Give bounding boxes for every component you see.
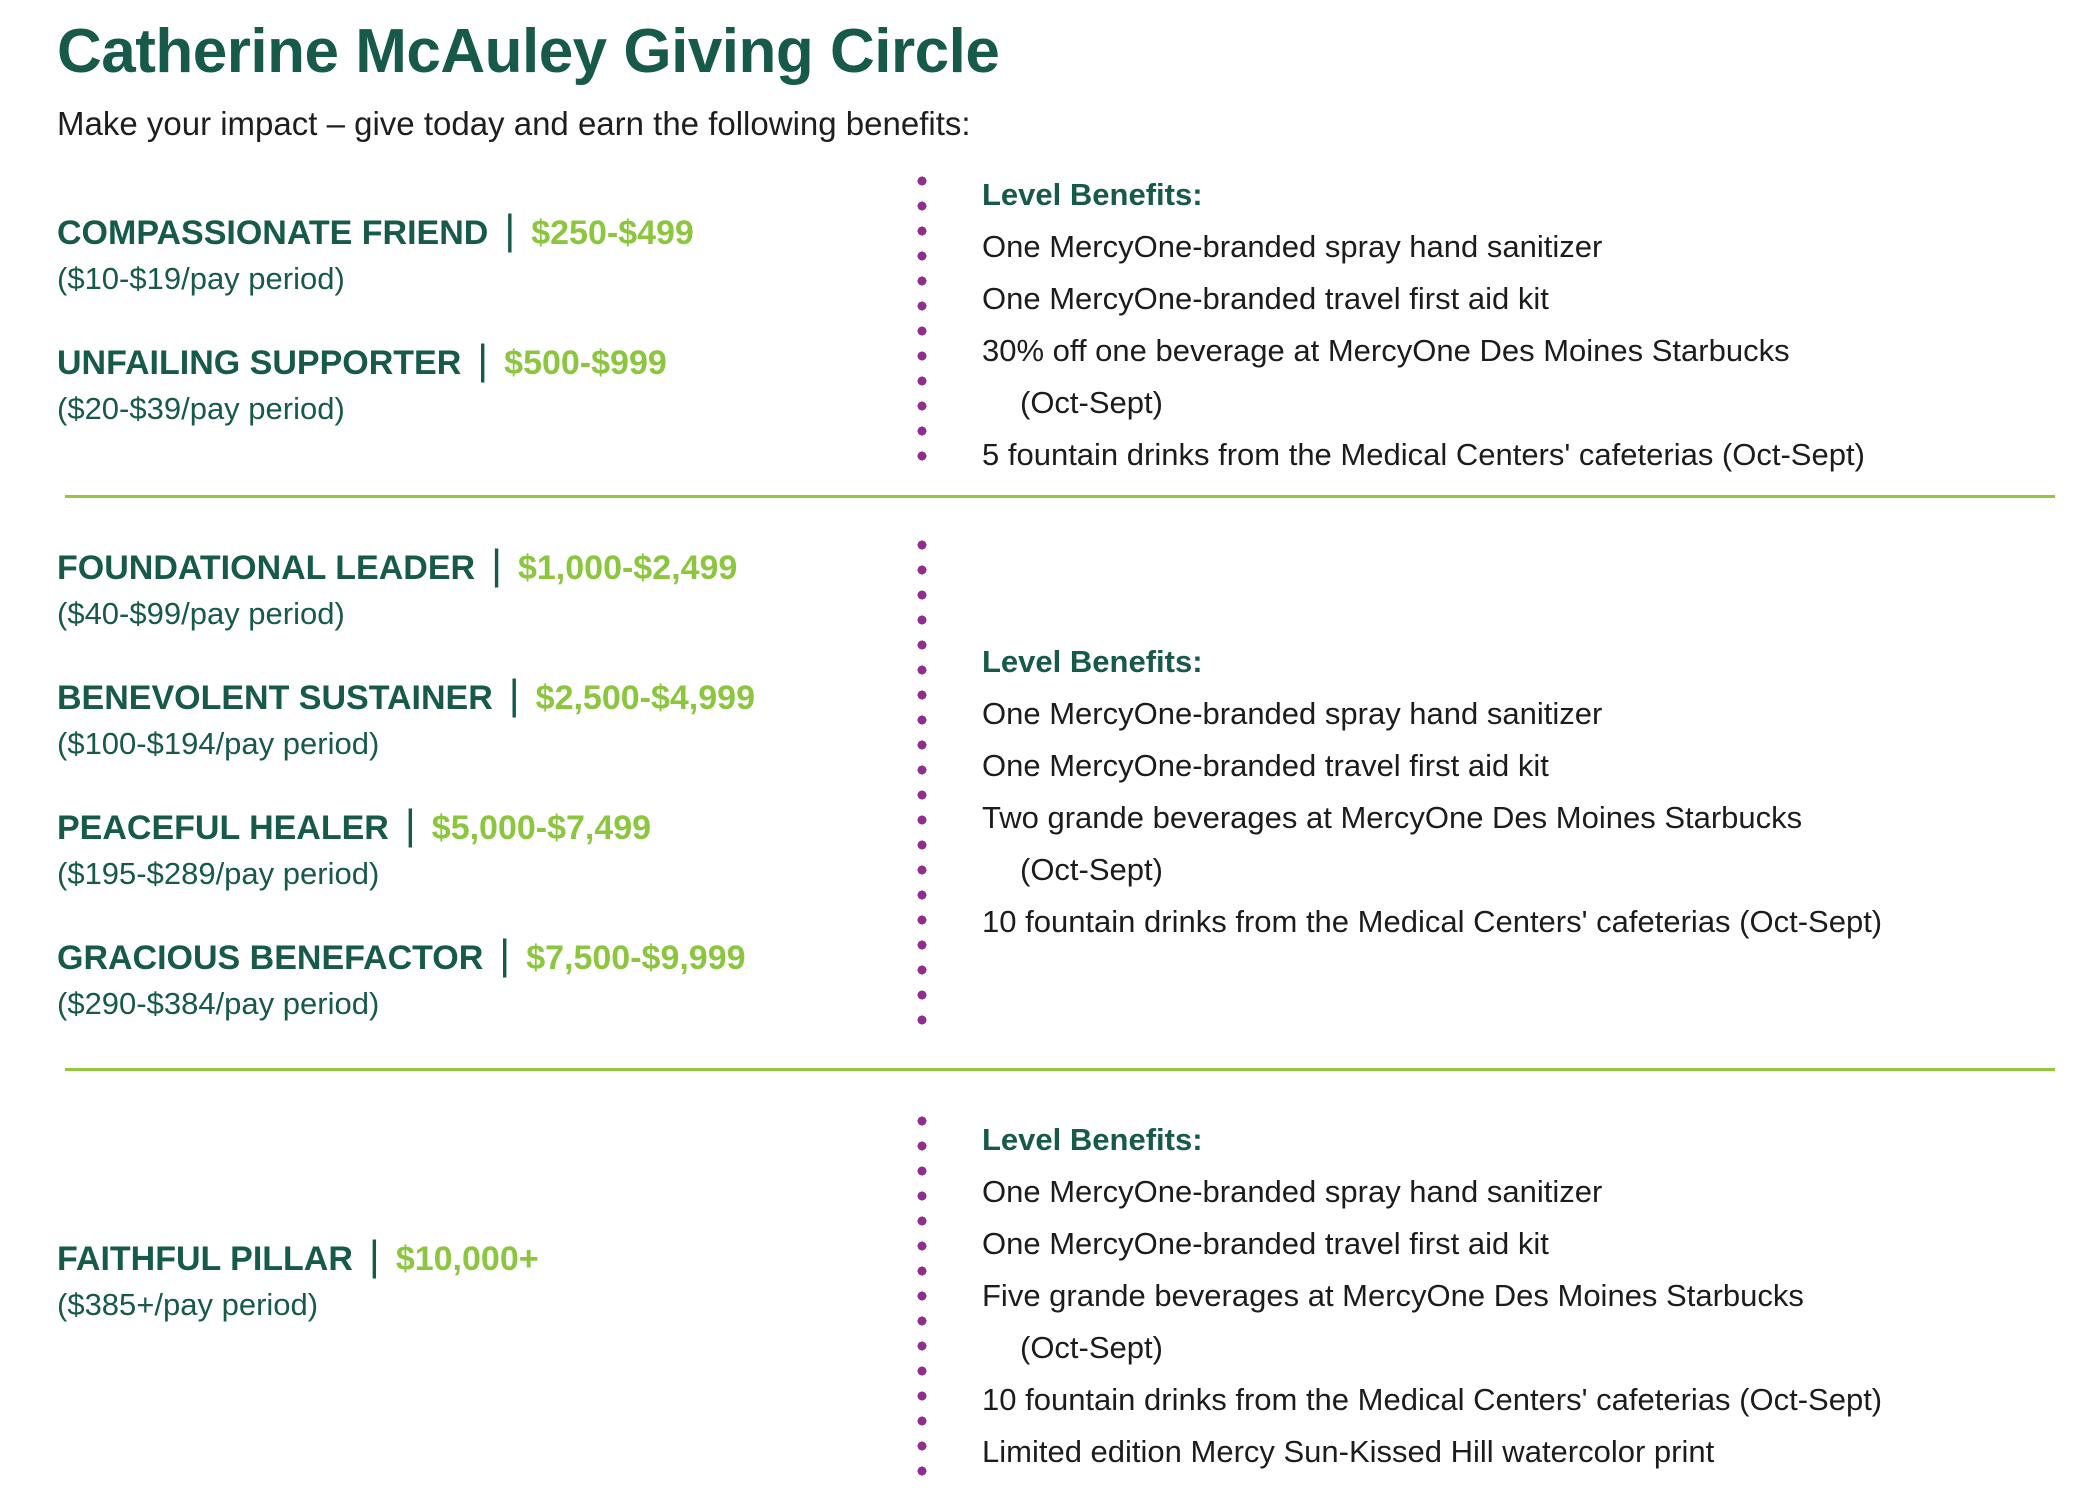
level-row	[57, 541, 917, 632]
levels-column	[57, 498, 917, 1068]
level-name: GRACIOUS BENEFACTOR	[57, 939, 484, 977]
level-name: BENEVOLENT SUSTAINER	[57, 679, 493, 717]
pay-period: ($10-$19/pay period)	[57, 261, 345, 296]
pipe-separator: |	[368, 1232, 380, 1279]
pipe-separator: |	[504, 206, 516, 253]
level-name: FAITHFUL PILLAR	[57, 1240, 353, 1278]
pay-period: ($20-$39/pay period)	[57, 391, 345, 426]
level-row	[57, 671, 917, 762]
benefits-heading: Level Benefits:	[982, 644, 1203, 679]
benefit-item: Two grande beverages at MercyOne Des Moines Starbucks	[982, 800, 1803, 835]
level-amount: $250-$499	[531, 214, 694, 252]
level-name: PEACEFUL HEALER	[57, 809, 389, 847]
level-name: FOUNDATIONAL LEADER	[57, 549, 476, 587]
benefit-item: Limited edition Mercy Sun-Kissed Hill watercolor print	[982, 1434, 1715, 1469]
benefit-item: One MercyOne-branded travel first aid kit	[982, 281, 1549, 316]
benefit-item-continuation: (Oct-Sept)	[1020, 385, 1163, 420]
level-amount: $500-$999	[504, 344, 667, 382]
benefits-heading: Level Benefits:	[982, 1122, 1203, 1157]
level-amount: $10,000+	[395, 1240, 539, 1278]
benefit-item: 10 fountain drinks from the Medical Centers' cafeterias (Oct-Sept)	[982, 1382, 1883, 1417]
tier-section-3	[57, 1071, 2100, 1485]
level-name: UNFAILING SUPPORTER	[57, 344, 462, 382]
levels-column	[57, 143, 917, 495]
level-amount: $1,000-$2,499	[517, 549, 738, 587]
dotted-divider	[917, 176, 927, 473]
benefit-item: One MercyOne-branded spray hand sanitizer	[982, 229, 1603, 264]
benefit-item: One MercyOne-branded spray hand sanitizer	[982, 1174, 1603, 1209]
dotted-divider	[917, 1116, 927, 1477]
level-row	[57, 206, 917, 297]
benefit-item-continuation: (Oct-Sept)	[1020, 852, 1163, 887]
level-row	[57, 336, 917, 427]
tier-section-2	[57, 498, 2100, 1068]
pay-period: ($290-$384/pay period)	[57, 986, 380, 1021]
level-row	[57, 801, 917, 892]
benefit-item: One MercyOne-branded travel first aid kit	[982, 1226, 1549, 1261]
level-row	[57, 1232, 917, 1323]
pay-period: ($195-$289/pay period)	[57, 856, 380, 891]
benefits-column	[982, 1071, 2100, 1485]
pay-period: ($40-$99/pay period)	[57, 596, 345, 631]
levels-column	[57, 1071, 917, 1485]
benefit-item: 10 fountain drinks from the Medical Centers' cafeterias (Oct-Sept)	[982, 904, 1883, 939]
pipe-separator: |	[404, 801, 416, 848]
benefit-item: 5 fountain drinks from the Medical Centers' cafeterias (Oct-Sept)	[982, 437, 1865, 472]
tier-section-1	[57, 143, 2100, 495]
benefits-column	[982, 498, 2100, 1068]
level-row	[57, 931, 917, 1022]
page-title: Catherine McAuley Giving Circle	[57, 17, 1000, 86]
level-amount: $7,500-$9,999	[526, 939, 746, 977]
level-name: COMPASSIONATE FRIEND	[57, 214, 489, 252]
pay-period: ($385+/pay period)	[57, 1287, 319, 1322]
benefit-item: 30% off one beverage at MercyOne Des Moines Starbucks	[982, 333, 1790, 368]
benefit-item-continuation: (Oct-Sept)	[1020, 1330, 1163, 1365]
pipe-separator: |	[499, 931, 511, 978]
page-subtitle: Make your impact – give today and earn the following benefits:	[57, 105, 971, 142]
benefits-heading: Level Benefits:	[982, 177, 1203, 212]
pipe-separator: |	[491, 541, 502, 588]
level-amount: $2,500-$4,999	[535, 679, 755, 717]
level-amount: $5,000-$7,499	[431, 809, 652, 847]
pipe-separator: |	[477, 336, 489, 383]
benefit-item: One MercyOne-branded travel first aid kit	[982, 748, 1549, 783]
dotted-divider	[917, 540, 927, 1035]
pipe-separator: |	[508, 671, 520, 718]
benefit-item: Five grande beverages at MercyOne Des Moines Starbucks	[982, 1278, 1804, 1313]
benefits-column	[982, 143, 2100, 495]
pay-period: ($100-$194/pay period)	[57, 726, 380, 761]
benefit-item: One MercyOne-branded spray hand sanitizer	[982, 696, 1603, 731]
